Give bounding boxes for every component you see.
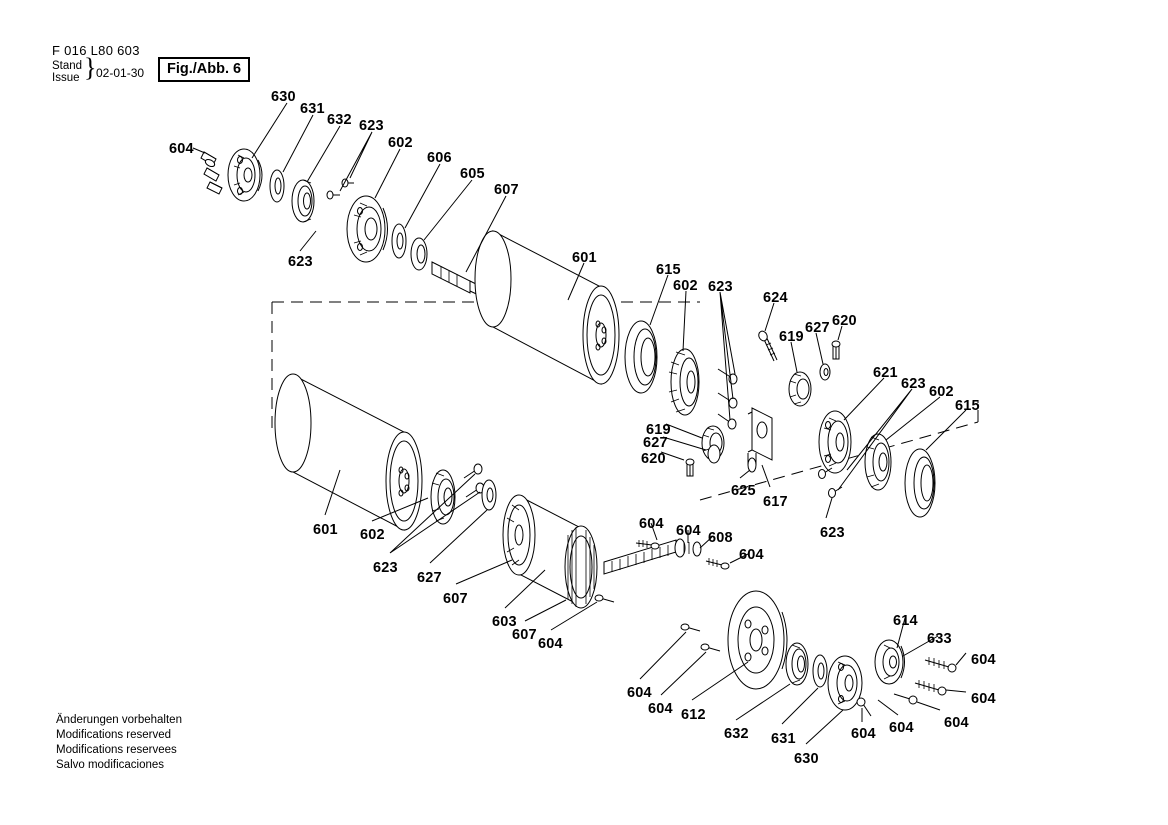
callout-631-a: 631 — [300, 101, 325, 117]
callout-615-a: 615 — [656, 262, 681, 278]
seal-615-right — [905, 449, 935, 517]
drum-601-lower — [275, 374, 422, 530]
callout-623-b: 623 — [288, 254, 313, 270]
callout-630-a: 630 — [271, 89, 296, 105]
callout-627-b: 627 — [643, 435, 668, 451]
callout-604-i: 604 — [971, 691, 996, 707]
callout-614: 614 — [893, 613, 918, 629]
callout-630-b: 630 — [794, 751, 819, 767]
callout-604-k: 604 — [889, 720, 914, 736]
washer-627-right — [820, 364, 830, 380]
seal-615-upper — [625, 321, 657, 393]
revision-date-text: 02-01-30 — [96, 66, 145, 80]
footnote-fr: Modifications reservees — [56, 744, 177, 756]
footnote-de: Änderungen vorbehalten — [56, 714, 182, 726]
callout-623-f: 623 — [373, 560, 398, 576]
callout-604-g: 604 — [648, 701, 673, 717]
collar-605 — [411, 238, 427, 270]
callout-627-c: 627 — [417, 570, 442, 586]
callout-619-b: 619 — [646, 422, 671, 438]
flange-602-upper — [347, 196, 388, 262]
disc-612 — [728, 591, 787, 689]
callout-631-b: 631 — [771, 731, 796, 747]
callout-604-j: 604 — [944, 715, 969, 731]
pins-623-upper-right — [718, 369, 737, 429]
callout-603: 603 — [492, 614, 517, 630]
callout-606: 606 — [427, 150, 452, 166]
callout-607-b: 607 — [443, 591, 468, 607]
callout-632-b: 632 — [724, 726, 749, 742]
washer-631-upper — [270, 170, 284, 202]
washer-627-left — [708, 445, 720, 463]
callout-623-d: 623 — [901, 376, 926, 392]
callout-604-l: 604 — [851, 726, 876, 742]
figure-number-badge: Fig./Abb. 6 — [158, 57, 250, 82]
callout-620-a: 620 — [832, 313, 857, 329]
screw-604-upper-group — [201, 152, 222, 194]
callout-602-c: 602 — [929, 384, 954, 400]
callout-607-a: 607 — [494, 182, 519, 198]
footnote-en: Modifications reserved — [56, 729, 172, 741]
callout-615-b: 615 — [955, 398, 980, 414]
pins-623-lower — [464, 464, 484, 497]
pin-625 — [748, 453, 756, 472]
screw-620-right — [832, 341, 840, 359]
callout-621: 621 — [873, 365, 898, 381]
callout-625: 625 — [731, 483, 756, 499]
callout-612: 612 — [681, 707, 706, 723]
callout-627-a: 627 — [805, 320, 830, 336]
washer-606 — [392, 224, 406, 258]
callout-604-a: 604 — [169, 141, 194, 157]
hub-621-cluster — [819, 411, 851, 473]
callout-608: 608 — [708, 530, 733, 546]
stand-label: Stand — [52, 60, 83, 72]
callout-604-h: 604 — [971, 652, 996, 668]
drum-601-upper — [475, 231, 619, 384]
part-number-text: F 016 L80 603 — [52, 43, 140, 58]
bracket-617 — [748, 408, 772, 460]
callout-619-a: 619 — [779, 329, 804, 345]
callout-617: 617 — [763, 494, 788, 510]
callout-604-f: 604 — [627, 685, 652, 701]
callout-632-a: 632 — [327, 112, 352, 128]
callout-604-d: 604 — [676, 523, 701, 539]
screws-604-right — [857, 657, 956, 716]
callout-607-c: 607 — [512, 627, 537, 643]
bearing-632-upper — [292, 180, 314, 222]
brake-drum-603 — [503, 495, 597, 608]
bolt-624 — [757, 330, 777, 361]
callout-602-d: 602 — [360, 527, 385, 543]
callout-623-c: 623 — [708, 279, 733, 295]
lower-assembly-group — [275, 374, 956, 716]
hub-614-633 — [875, 640, 905, 684]
pin-623-upper-a — [327, 179, 354, 199]
callout-605: 605 — [460, 166, 485, 182]
callout-623-e: 623 — [820, 525, 845, 541]
brace-glyph: } — [84, 53, 97, 82]
bearing-632-lower — [786, 643, 808, 685]
callout-602-a: 602 — [388, 135, 413, 151]
callout-624: 624 — [763, 290, 788, 306]
gear-602-upper-right — [669, 349, 699, 415]
callout-601-a: 601 — [572, 250, 597, 266]
callout-601-b: 601 — [313, 522, 338, 538]
washer-631-lower — [813, 655, 827, 687]
footnote-es: Salvo modificaciones — [56, 759, 165, 771]
gear-619-right — [789, 372, 811, 406]
callout-604-b: 604 — [538, 636, 563, 652]
callout-633: 633 — [927, 631, 952, 647]
callout-602-b: 602 — [673, 278, 698, 294]
callout-623-a: 623 — [359, 118, 384, 134]
gear-602-lower — [431, 470, 455, 524]
screw-620-left — [686, 459, 694, 476]
hub-630-upper — [228, 149, 262, 201]
callout-620-b: 620 — [641, 451, 666, 467]
washer-627-lower — [482, 480, 496, 510]
callout-604-e: 604 — [739, 547, 764, 563]
issue-label: Issue — [52, 72, 80, 84]
callout-604-c: 604 — [639, 516, 664, 532]
